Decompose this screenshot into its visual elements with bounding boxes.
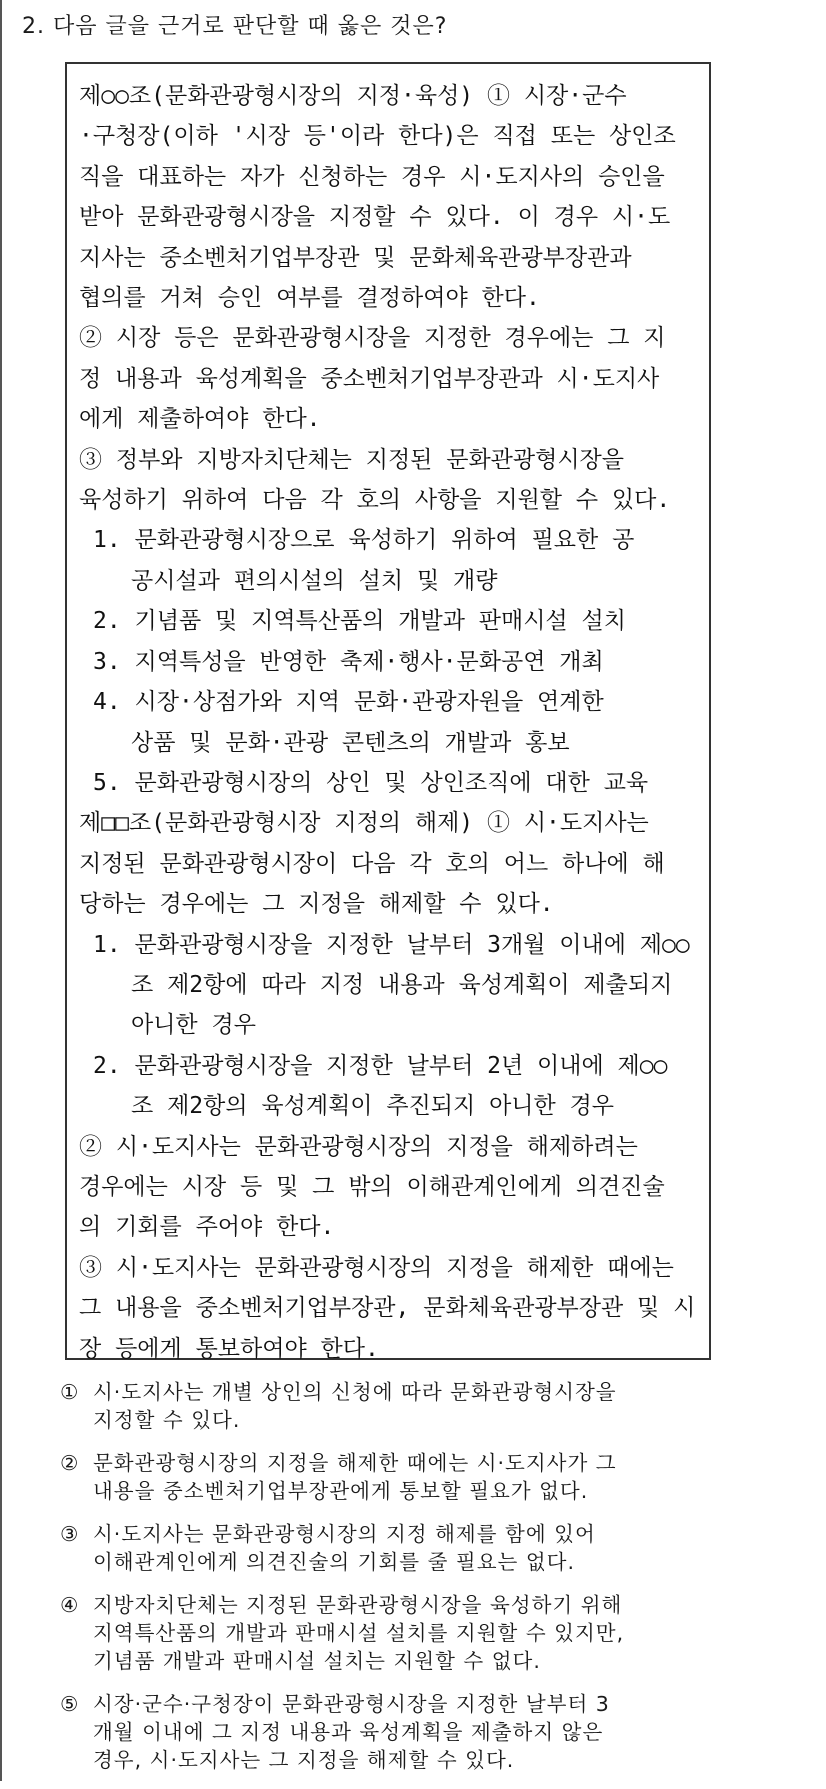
passage-line: 2. 기념품 및 지역특산품의 개발과 판매시설 설치 bbox=[93, 608, 626, 635]
passage-line: 1. 문화관광형시장을 지정한 날부터 3개월 이내에 제○○ bbox=[93, 931, 690, 958]
option-text-line: 지정할 수 있다. bbox=[93, 1408, 241, 1432]
passage-line: 육성하기 위하여 다음 각 호의 사항을 지원할 수 있다. bbox=[79, 487, 671, 514]
answer-option-3[interactable] bbox=[60, 1520, 790, 1576]
option-text bbox=[93, 1591, 790, 1675]
passage-line: 공시설과 편의시설의 설치 및 개량 bbox=[131, 567, 498, 594]
passage-line: 조 제2항의 육성계획이 추진되지 아니한 경우 bbox=[131, 1093, 615, 1120]
passage-line: ② 시·도지사는 문화관광형시장의 지정을 해제하려는 bbox=[79, 1133, 638, 1160]
passage-line: ③ 정부와 지방자치단체는 지정된 문화관광형시장을 bbox=[79, 446, 624, 473]
option-text-line: 경우, 시·도지사는 그 지정을 해제할 수 있다. bbox=[93, 1748, 515, 1772]
passage-line: 4. 시장·상점가와 지역 문화·관광자원을 연계한 bbox=[93, 689, 604, 716]
option-text-line: 시·도지사는 문화관광형시장의 지정 해제를 함에 있어 bbox=[93, 1522, 596, 1546]
answer-options bbox=[60, 1378, 790, 1789]
passage-box bbox=[65, 62, 711, 1360]
answer-option-1[interactable] bbox=[60, 1378, 790, 1434]
option-text-line: 이해관계인에게 의견진술의 기회를 줄 필요는 없다. bbox=[93, 1550, 575, 1574]
option-text bbox=[93, 1690, 790, 1774]
answer-option-2[interactable] bbox=[60, 1449, 790, 1505]
option-number: ④ bbox=[60, 1593, 80, 1617]
answer-option-5[interactable] bbox=[60, 1690, 790, 1774]
option-number: ③ bbox=[60, 1522, 80, 1546]
option-text-line: 지역특산품의 개발과 판매시설 설치를 지원할 수 있지만, bbox=[93, 1621, 625, 1645]
passage-line: 5. 문화관광형시장의 상인 및 상인조직에 대한 교육 bbox=[93, 769, 649, 796]
option-text-line: 개월 이내에 그 지정 내용과 육성계획을 제출하지 않은 bbox=[93, 1720, 604, 1744]
option-text bbox=[93, 1449, 790, 1505]
question-title: 2. 다음 글을 근거로 판단할 때 옳은 것은? bbox=[22, 14, 448, 39]
option-text-line: 내용을 중소벤처기업부장관에게 통보할 필요가 없다. bbox=[93, 1479, 589, 1503]
passage-line: 의 기회를 주어야 한다. bbox=[79, 1214, 335, 1241]
passage-line: ③ 시·도지사는 문화관광형시장의 지정을 해제한 때에는 bbox=[79, 1254, 674, 1281]
passage-line: 지사는 중소벤처기업부장관 및 문화체육관광부장관과 bbox=[79, 244, 632, 271]
option-number: ① bbox=[60, 1380, 80, 1404]
passage-line: 장 등에게 통보하여야 한다. bbox=[79, 1335, 379, 1362]
passage-line: 제□□조(문화관광형시장 지정의 해제) ① 시·도지사는 bbox=[79, 810, 649, 837]
passage-line: 아니한 경우 bbox=[131, 1012, 256, 1039]
passage-line: 1. 문화관광형시장으로 육성하기 위하여 필요한 공 bbox=[93, 527, 635, 554]
passage-line: 협의를 거쳐 승인 여부를 결정하여야 한다. bbox=[79, 285, 540, 312]
passage-line: 조 제2항에 따라 지정 내용과 육성계획이 제출되지 bbox=[131, 971, 673, 998]
passage-line: 그 내용을 중소벤처기업부장관, 문화체육관광부장관 및 시 bbox=[79, 1295, 696, 1322]
passage-line: 경우에는 시장 등 및 그 밖의 이해관계인에게 의견진술 bbox=[79, 1173, 665, 1200]
answer-option-4[interactable] bbox=[60, 1591, 790, 1675]
passage-line: ② 시장 등은 문화관광형시장을 지정한 경우에는 그 지 bbox=[79, 325, 666, 352]
option-text bbox=[93, 1378, 790, 1434]
passage-line: 지정된 문화관광형시장이 다음 각 호의 어느 하나에 해 bbox=[79, 850, 665, 877]
passage-line: 당하는 경우에는 그 지정을 해제할 수 있다. bbox=[79, 891, 554, 918]
passage-line: 에게 제출하여야 한다. bbox=[79, 406, 321, 433]
passage-line: 2. 문화관광형시장을 지정한 날부터 2년 이내에 제○○ bbox=[93, 1052, 668, 1079]
option-text bbox=[93, 1520, 790, 1576]
passage-line: 제○○조(문화관광형시장의 지정·육성) ① 시장·군수 bbox=[79, 83, 627, 109]
option-text-line: 문화관광형시장의 지정을 해제한 때에는 시·도지사가 그 bbox=[93, 1451, 617, 1475]
passage-line: 받아 문화관광형시장을 지정할 수 있다. 이 경우 시·도 bbox=[79, 204, 671, 231]
option-text-line: 시장·군수·구청장이 문화관광형시장을 지정한 날부터 3 bbox=[93, 1692, 610, 1716]
passage-line: 상품 및 문화·관광 콘텐츠의 개발과 홍보 bbox=[131, 729, 570, 756]
passage-line: 직을 대표하는 자가 신청하는 경우 시·도지사의 승인을 bbox=[79, 163, 665, 190]
option-number: ⑤ bbox=[60, 1692, 80, 1716]
option-text-line: 시·도지사는 개별 상인의 신청에 따라 문화관광형시장을 bbox=[93, 1380, 617, 1404]
option-text-line: 기념품 개발과 판매시설 설치는 지원할 수 없다. bbox=[93, 1649, 541, 1673]
passage-line: ·구청장(이하 '시장 등'이라 한다)은 직접 또는 상인조 bbox=[79, 123, 676, 150]
option-number: ② bbox=[60, 1451, 80, 1475]
passage-line: 3. 지역특성을 반영한 축제·행사·문화공연 개최 bbox=[93, 648, 604, 675]
option-text-line: 지방자치단체는 지정된 문화관광형시장을 육성하기 위해 bbox=[93, 1593, 623, 1617]
passage-line: 정 내용과 육성계획을 중소벤처기업부장관과 시·도지사 bbox=[79, 365, 660, 392]
